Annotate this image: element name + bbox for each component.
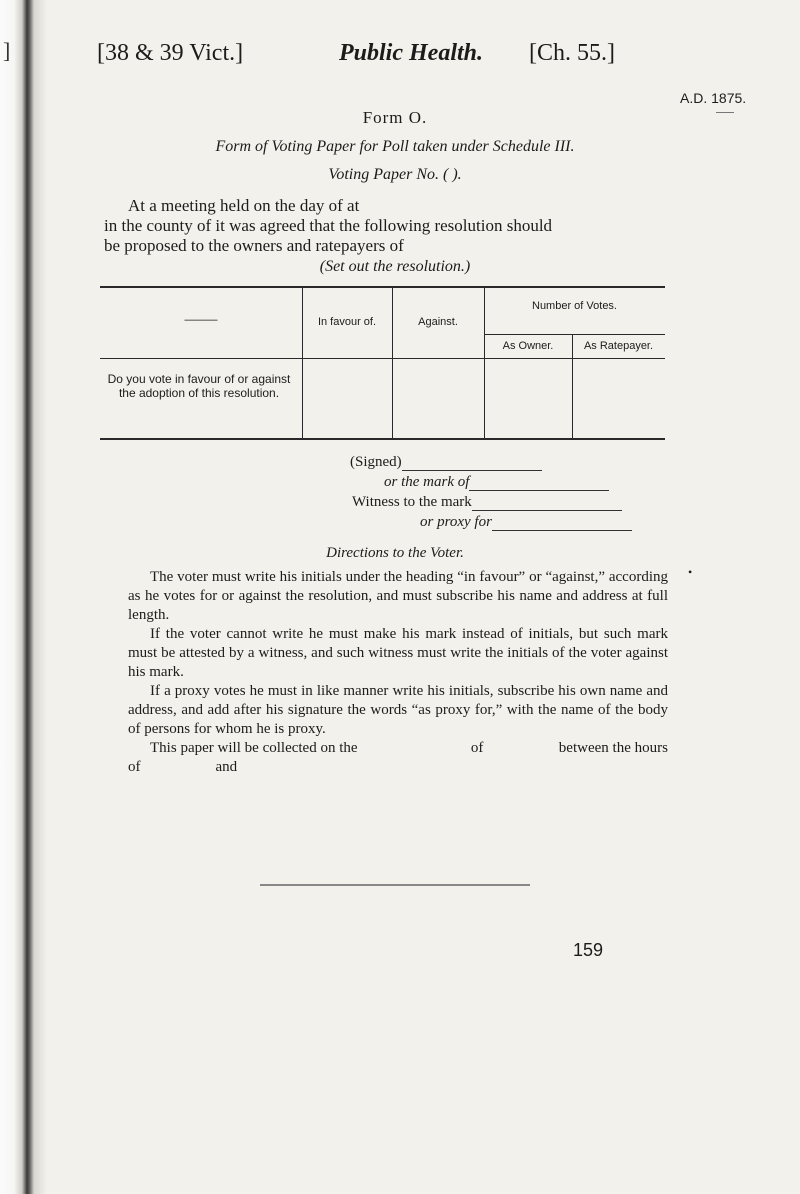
- direction-paragraph-1: The voter must write his initials under the heading “in favour” or “against,” according as he votes for or against the resolution, and must subscribe his name and address at full length.: [128, 569, 668, 623]
- table-question: Do you vote in favour of or against the adoption of this resolution.: [107, 372, 291, 400]
- witness-label: Witness to the mark: [352, 494, 472, 510]
- signed-label: (Signed): [350, 454, 402, 470]
- proxy-label: or proxy for: [420, 514, 492, 530]
- header-as-ratepayer: As Ratepayer.: [583, 340, 654, 352]
- form-title: Form O.: [362, 108, 428, 127]
- margin-dot: •: [688, 565, 693, 579]
- proxy-blank: [492, 516, 632, 531]
- intro-line-1: At a meeting held on the day of at: [128, 196, 360, 215]
- intro-line-2: in the county of it was agreed that the following resolution should: [104, 216, 553, 235]
- bottom-rule: [260, 884, 530, 886]
- direction-paragraph-4: This paper will be collected on the of between the hours of and: [128, 740, 672, 775]
- direction-paragraph-2: If the voter cannot write he must make his mark instead of initials, but such mark must be attested by a witness, and such witness must write the initials of the voter against his mark.: [128, 626, 668, 680]
- signed-blank: [402, 456, 542, 471]
- intro-line-3: be proposed to the owners and ratepayers of: [104, 236, 404, 255]
- header-bottom-rule: [100, 358, 665, 359]
- mark-line: [384, 474, 609, 491]
- proxy-line: [420, 514, 632, 531]
- header-number-of-votes: Number of Votes.: [532, 300, 617, 312]
- voting-paper-number: Voting Paper No. ( ).: [328, 166, 462, 183]
- header-in-favour: In favour of.: [317, 316, 377, 328]
- mark-blank: [469, 476, 609, 491]
- votes-sub-rule: [484, 334, 665, 335]
- header-as-owner: As Owner.: [502, 340, 554, 352]
- page-number: 159: [573, 940, 604, 960]
- header-against: Against.: [418, 316, 458, 328]
- col-divider-1: [302, 286, 303, 438]
- header-regnal-year: [38 & 39 Vict.]: [97, 40, 244, 66]
- vote-table: [100, 286, 665, 466]
- running-header: [97, 40, 657, 80]
- direction-paragraph-3: If a proxy votes he must in like manner write his initials, subscribe his own name and address, and add after his signature the words “as proxy for,” with the name of the body of persons for whom he is proxy.: [128, 683, 668, 737]
- form-subtitle: Form of Voting Paper for Poll taken under Schedule III.: [215, 138, 575, 155]
- resolution-instruction: (Set out the resolution.): [319, 258, 471, 275]
- spine-bracket: ]: [3, 38, 11, 63]
- witness-blank: [472, 496, 622, 511]
- directions-body: [128, 568, 672, 777]
- witness-line: [352, 494, 622, 511]
- header-blank: ———: [184, 314, 218, 326]
- table-top-rule: [100, 286, 665, 288]
- header-chapter: [Ch. 55.]: [529, 40, 615, 66]
- mark-label: or the mark of: [384, 474, 470, 490]
- signed-line: [350, 454, 542, 471]
- col-divider-2: [392, 286, 393, 438]
- margin-year: A.D. 1875.: [680, 90, 747, 106]
- table-bottom-rule: [100, 438, 665, 440]
- directions-heading: Directions to the Voter.: [326, 545, 464, 561]
- header-title: Public Health.: [339, 40, 483, 66]
